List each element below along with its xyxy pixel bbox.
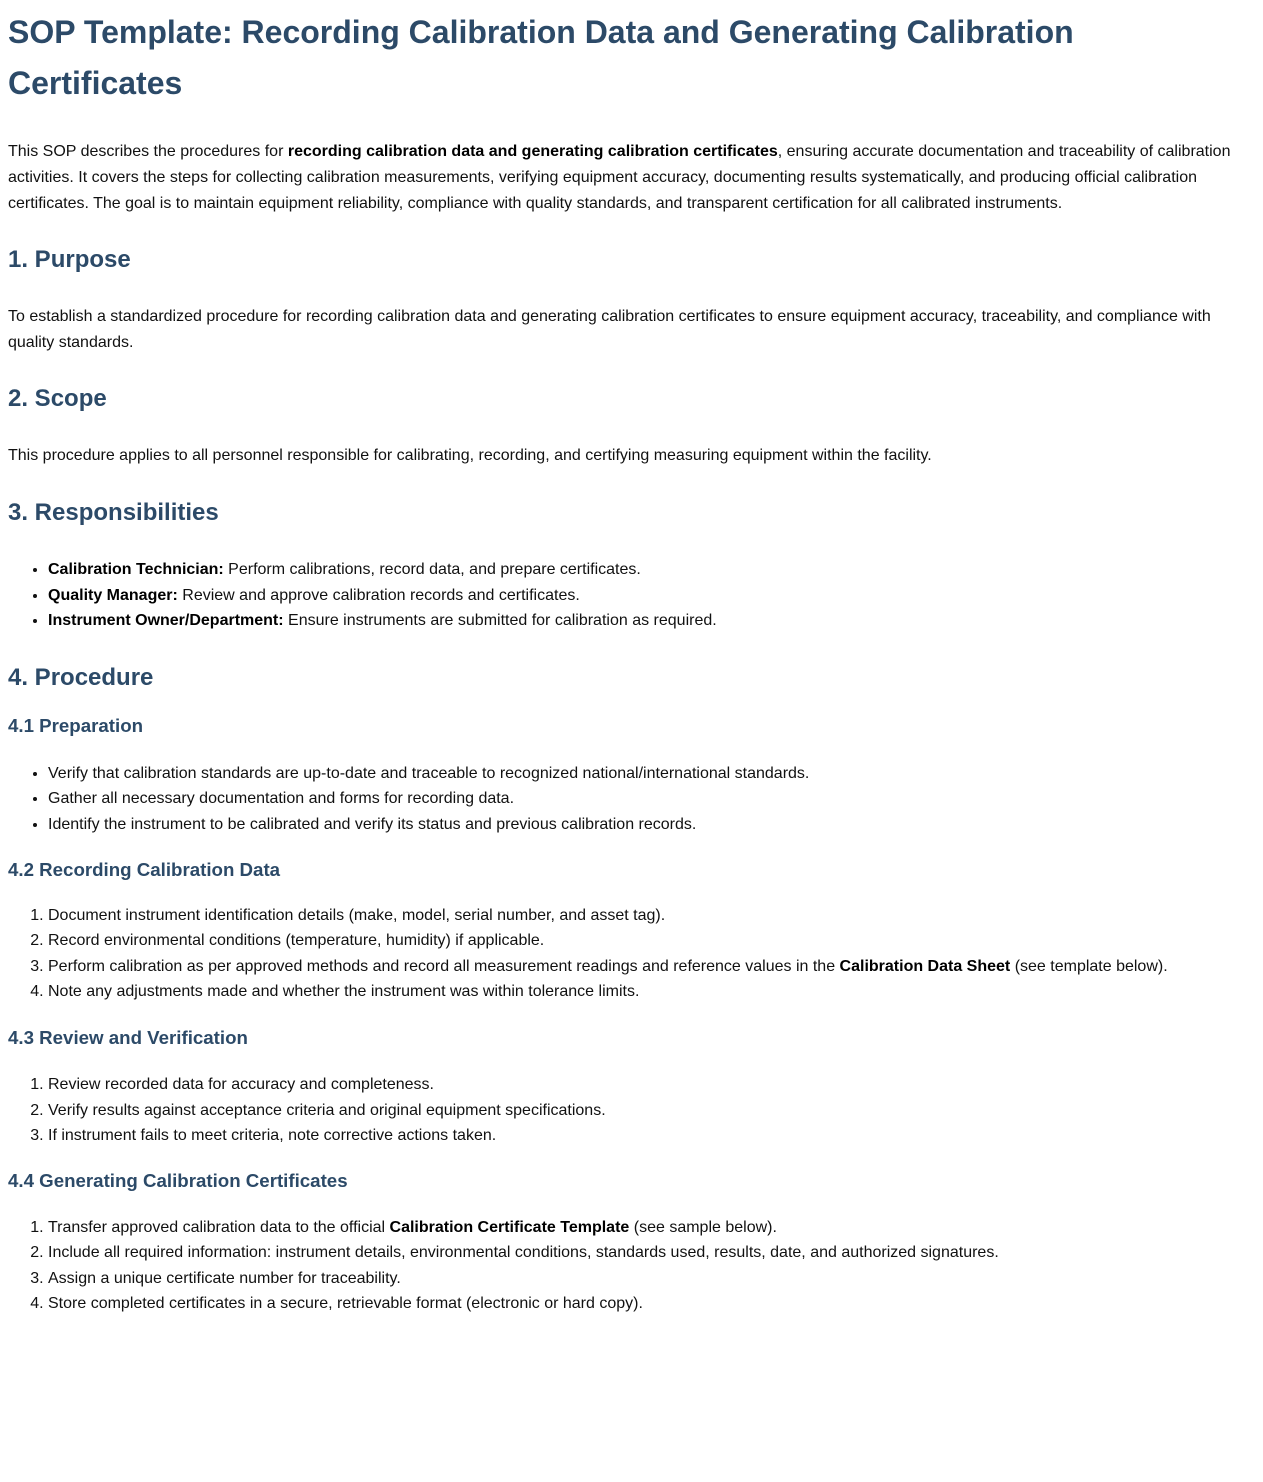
responsibilities-heading: 3. Responsibilities (8, 498, 219, 526)
list-item (48, 954, 1239, 980)
intro-text-start: This SOP describes the procedures for (8, 143, 288, 161)
item-text-end: (see template below). (1010, 957, 1168, 975)
review-heading: 4.3 Review and Verification (8, 1026, 248, 1048)
role-label: Calibration Technician: (48, 560, 224, 578)
page-title: SOP Template: Recording Calibration Data and Generating Calibration Certificates (8, 14, 1074, 102)
list-item: • Gather all necessary documentation and forms for recording data. (48, 786, 1239, 812)
generating-list (8, 1215, 1239, 1317)
preparation-list (8, 761, 1239, 838)
recording-heading: 4.2 Recording Calibration Data (8, 858, 281, 880)
document (0, 7, 1247, 1317)
certificate-template-label: Calibration Certificate Template (389, 1218, 630, 1236)
list-item: • Identify the instrument to be calibrated and verify its status and previous calibration records. (48, 812, 1239, 838)
item-text-start: Perform calibration as per approved methods and record all measurement readings and reference values in the (48, 957, 840, 975)
scope-heading: 2. Scope (8, 385, 107, 413)
calibration-data-sheet-label: Calibration Data Sheet (839, 957, 1011, 975)
purpose-heading: 1. Purpose (8, 246, 131, 274)
list-item: 4. Store completed certificates in a secure, retrievable format (electronic or hard copy). (48, 1291, 1239, 1317)
intro-paragraph (8, 139, 1239, 216)
list-item: 3. Assign a unique certificate number for traceability. (48, 1266, 1239, 1292)
list-item: 2. Include all required information: instrument details, environmental conditions, standards used, results, date, and authorized signatures. (48, 1240, 1239, 1266)
list-item: 2. Record environmental conditions (temperature, humidity) if applicable. (48, 928, 1239, 954)
list-item: • Verify that calibration standards are up-to-date and traceable to recognized national/international standards. (48, 761, 1239, 787)
generating-heading: 4.4 Generating Calibration Certificates (8, 1169, 348, 1191)
list-item (48, 608, 1239, 634)
intro-bold-text: recording calibration data and generating calibration certificates (287, 143, 778, 161)
review-list (8, 1072, 1239, 1149)
scope-text: This procedure applies to all personnel responsible for calibrating, recording, and certifying measuring equipment within the facility. (8, 447, 932, 465)
purpose-text: To establish a standardized procedure for recording calibration data and generating calibration certificates to ensure equipment accuracy, traceability, and compliance with quality standards. (8, 308, 1211, 351)
list-item (48, 557, 1239, 583)
recording-list (8, 903, 1239, 1005)
list-item: 2. Verify results against acceptance criteria and original equipment specifications. (48, 1098, 1239, 1124)
list-item: 3. If instrument fails to meet criteria, note corrective actions taken. (48, 1123, 1239, 1149)
list-item (48, 1215, 1239, 1241)
role-label: Instrument Owner/Department: (48, 612, 284, 630)
procedure-heading: 4. Procedure (8, 663, 154, 691)
role-label: Quality Manager: (48, 586, 178, 604)
responsibilities-list (8, 557, 1239, 634)
list-item: 1. Document instrument identification details (make, model, serial number, and asset tag). (48, 903, 1239, 929)
item-text-end: (see sample below). (629, 1218, 777, 1236)
list-item: 1. Review recorded data for accuracy and completeness. (48, 1072, 1239, 1098)
list-item (48, 583, 1239, 609)
role-description: Ensure instruments are submitted for calibration as required. (283, 612, 717, 630)
role-description: Review and approve calibration records and certificates. (177, 586, 580, 604)
preparation-heading: 4.1 Preparation (8, 714, 144, 736)
item-text-start: Transfer approved calibration data to the official (48, 1218, 390, 1236)
list-item: 4. Note any adjustments made and whether the instrument was within tolerance limits. (48, 979, 1239, 1005)
intro-text-end: , ensuring accurate documentation and traceability of calibration activities. It covers the steps for collecting calibration measurements, verifying equipment accuracy, documenting results systematically, and producing official calibration certificates. The goal is to maintain equipment reliability, compliance with quality standards, and transparent certification for all calibrated instruments. (8, 143, 1231, 212)
role-description: Perform calibrations, record data, and prepare certificates. (223, 560, 641, 578)
